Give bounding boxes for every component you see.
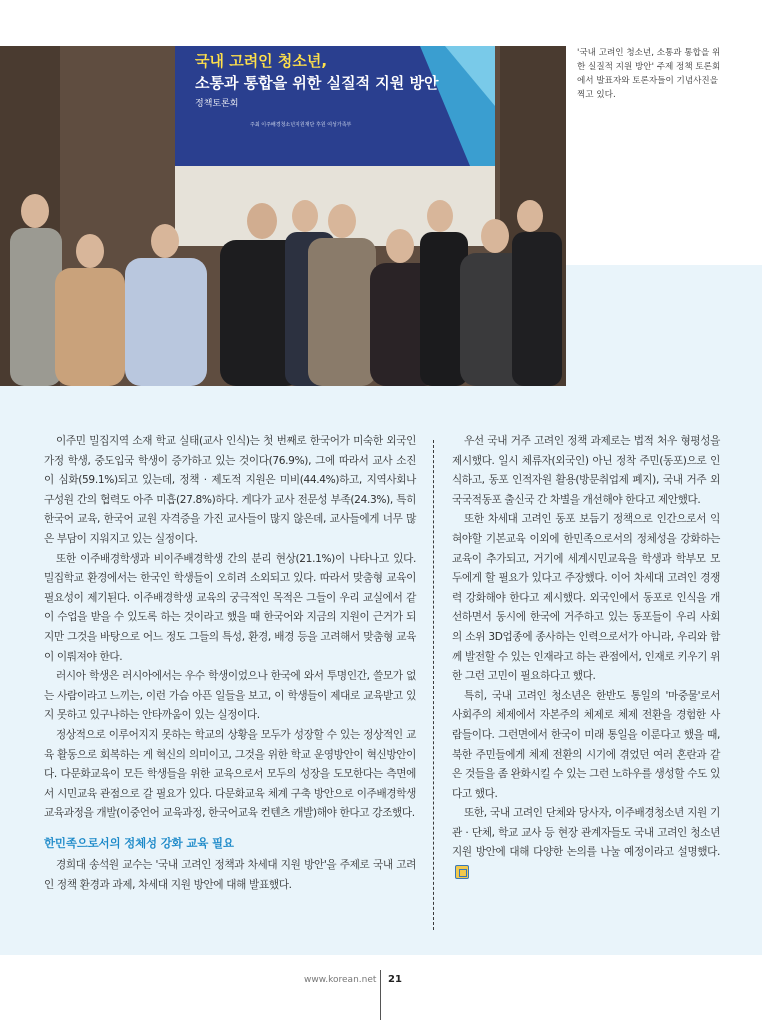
right-paragraph-3: 특히, 국내 고려인 청소년은 한반도 통일의 '마중물'로서 사회주의 체제에서 자본주의 체제로 체제 전환을 경험한 사람들이다. 그런면에서 한국이 미래 통일을 이룬다고 했을 때, 북한 주민들에게 체제 전환의 시기에 겪었던 여러 혼란과 같은 것들을 좀 완화시킬 수 있는 그런 노하우를 생성할 수도 있다고 했다.	[452, 689, 720, 800]
banner-org: 주최 이주배경청소년지원재단 후원 여성가족부	[250, 122, 352, 128]
column-divider	[433, 440, 434, 930]
footer-divider	[380, 970, 381, 1020]
banner-line2: 소통과 통합을 위한 실질적 지원 방안	[195, 74, 439, 92]
left-paragraph-5: 경희대 송석원 교수는 '국내 고려인 정책과 차세대 지원 방안'을 주제로 국내 고려인 정책 환경과 과제, 차세대 지원 방안에 대해 발표했다.	[44, 859, 416, 892]
left-paragraph-1: 이주민 밀집지역 소재 학교 실태(교사 인식)는 첫 번째로 한국어가 미숙한 외국인 가정 학생, 중도입국 학생이 증가하고 있는 것이다(76.9%), 그에 따라서 교사 소진이 심화(59.1%)되고 있는데, 정책 · 제도적 지원은 미비(44.4%)하고, 지역사회나 구성원 간의 협력도 아주 미흡(27.8%)하다. 게다가 교사 전문성 부족(24.3%), 특히 한국어 교육, 한국어 교원 자격증을 가진 교사들이 많지 않은데, 교사들에게 너무 많은 부담이 지워지고 있는 실정이다.	[44, 435, 416, 545]
page-number: 21	[388, 974, 402, 985]
right-column	[452, 432, 720, 883]
right-paragraph-2: 또한 차세대 고려인 동포 보듬기 정책으로 인간으로서 익혀야할 기본교육 이외에 한민족으로서의 정체성을 강화하는 교육이 추가되고, 거기에 세계시민교육을 학생과 학부모 모두에게 할 필요가 있다고 주장했다. 이어 차세대 고려인 경쟁력 강화해야 한다고 제시했다. 외국인에서 동포로 인식을 개선하면서 동시에 한국에 거주하고 있는 동포들이 우리 사회의 소위 3D업종에 종사하는 인력으로서가 아니라, 우리와 함께 발전할 수 있는 인재라고 하는 관점에서, 인재로 키우기 위한 그런 고민이 필요하다고 했다.	[452, 513, 720, 683]
group-photo	[0, 46, 566, 386]
left-column	[44, 432, 416, 896]
section-subhead: 한민족으로서의 정체성 강화 교육 필요	[44, 835, 234, 850]
banner-sub: 정책토론회	[195, 99, 239, 109]
end-mark-icon	[455, 865, 469, 879]
left-paragraph-4: 정상적으로 이루어지지 못하는 학교의 상황을 모두가 성장할 수 있는 정상적인 교육 활동으로 회복하는 게 혁신의 의미이고, 그것을 위한 학교 운영방안이 혁신방안이다. 다문화교육이 모든 학생들을 위한 교육으로서 모두의 성장을 도모한다는 측면에서 시민교육 관점으로 갈 필요가 있다. 다문화교육 체계 구축 방안으로 이주배경학생 교육과정을 개발(이중언어 교육과정, 한국어교육 컨텐츠 개발)해야 한다고 강조했다.	[44, 728, 416, 820]
banner-line1: 국내 고려인 청소년,	[195, 52, 328, 70]
right-paragraph-4-text: 또한, 국내 고려인 단체와 당사자, 이주배경청소년 지원 기관 · 단체, 학교 교사 등 현장 관계자들도 국내 고려인 청소년 지원 방안에 대해 다양한 논의를 나눌 예정이라고 설명했다.	[452, 807, 720, 859]
right-paragraph-1: 우선 국내 거주 고려인 정책 과제로는 법적 처우 형평성을 제시했다. 일시 체류자(외국인) 아닌 정착 주민(동포)으로 인식하고, 동포 인적자원 활용(방문취업제 폐지), 국내 거주 외국국적동포 출신국 간 차별을 개선해야 한다고 제안했다.	[452, 435, 720, 506]
right-paragraph-4	[452, 804, 720, 882]
left-paragraph-3: 러시아 학생은 러시아에서는 우수 학생이었으나 한국에 와서 투명인간, 쓸모가 없는 사람이라고 느끼는, 이런 가슴 아픈 일들을 보고, 이 학생들이 제대로 교육받고 있지 못하고 있구나하는 안타까움이 있는 실정이다.	[44, 670, 416, 722]
photo-caption: '국내 고려인 청소년, 소통과 통합을 위한 실질적 지원 방안' 주제 정책 토론회에서 발표자와 토론자들이 기념사진을 찍고 있다.	[577, 48, 721, 100]
left-paragraph-2: 또한 이주배경학생과 비이주배경학생 간의 분리 현상(21.1%)이 나타나고 있다. 밀집학교 환경에서는 한국인 학생들이 오히려 소외되고 있다. 따라서 맞춤형 교육이 필요성이 제기된다. 이주배경학생 교육의 궁극적인 목적은 그들이 우리 교실에서 같이 수업을 받을 수 있도록 하는 것이라고 했을 때 한국어와 지금의 지원이 근거가 되지만 그것을 바탕으로 어느 정도 그들의 특성, 환경, 배경 등을 고려해서 맞춤형 교육이 이뤄져야 한다.	[44, 552, 416, 663]
footer-url: www.korean.net	[304, 975, 377, 985]
